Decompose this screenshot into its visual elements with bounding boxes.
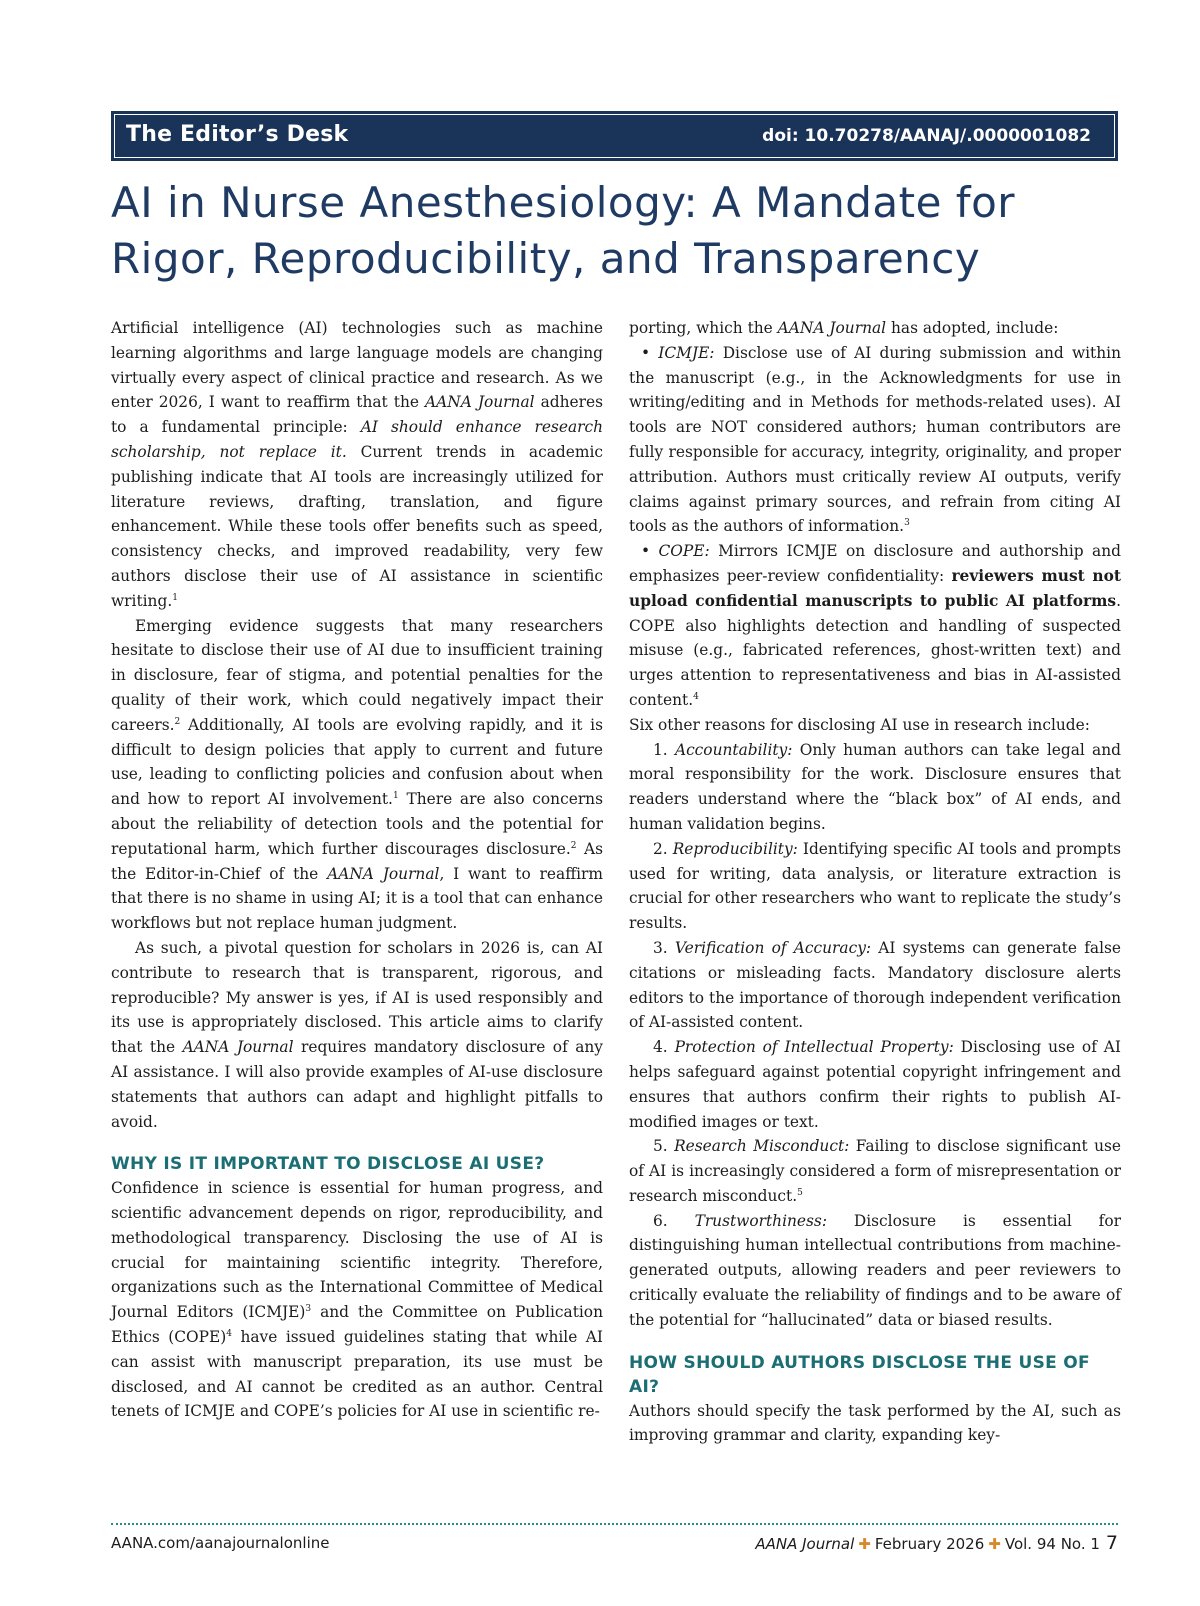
reference-marker[interactable]: 3 bbox=[305, 1304, 312, 1315]
volume-number: Vol. 94 No. 1 bbox=[1004, 1535, 1100, 1553]
reference-marker[interactable]: 2 bbox=[174, 716, 181, 727]
emphasis-text: reviewers must not upload confidential manuscripts to public AI platforms bbox=[629, 566, 1121, 610]
plus-icon: ✚ bbox=[988, 1535, 1001, 1553]
paragraph: Confidence in science is essential for human progress, and scientific advancement depends on rigor, reproducibility, and methodological transparency. Disclosing the use of AI is crucial for maintaining scientific integrity. Therefore, organizations such as the International Committee of Medical Journal Editors (ICMJE)$^3$ and the Committee on Publication Ethics (COPE)$^4$ have issued guidelines stating that while AI can assist with manuscript preparation, its use must be disclosed, and AI cannot be credited as an author. Central tenets of ICMJE and COPE’s policies for AI use in scientific re- bbox=[111, 1179, 603, 1421]
reference-marker[interactable]: 1 bbox=[392, 791, 399, 802]
reference-marker[interactable]: 2 bbox=[570, 840, 577, 851]
doi-label[interactable]: doi: 10.70278/AANAJ/.0000001082 bbox=[762, 126, 1091, 146]
left-column bbox=[111, 316, 603, 1424]
bullet-icon: • bbox=[641, 343, 651, 362]
list-item: • COPE: Mirrors ICMJE on disclosure and authorship and emphasizes peer-review confidentiality: reviewers must not upload confidential manuscripts to public AI platforms. COPE also highlights detection and handling of suspected misuse (e.g., fabricated references, ghost-written text) and urges attention to representativeness and bias in AI-assisted content.$^4$ bbox=[629, 542, 1121, 709]
list-item: 2. Reproducibility: Identifying specific AI tools and prompts used for writing, data analysis, or literature extraction is crucial for other researchers who want to replicate the study’s results. bbox=[629, 839, 1121, 933]
footer-citation bbox=[755, 1532, 1118, 1555]
reference-marker[interactable]: 4 bbox=[693, 691, 699, 702]
paragraph: porting, which the AANA Journal has adopted, include: bbox=[629, 319, 1059, 337]
paragraph: Six other reasons for disclosing AI use in research include: bbox=[629, 715, 1090, 734]
reference-marker[interactable]: 5 bbox=[797, 1187, 803, 1198]
footer-divider bbox=[111, 1523, 1118, 1525]
page-number: 7 bbox=[1105, 1532, 1118, 1554]
issue-date: February 2026 bbox=[874, 1535, 985, 1553]
plus-icon: ✚ bbox=[858, 1535, 871, 1553]
footer-url[interactable]: AANA.com/aanajournalonline bbox=[111, 1534, 330, 1552]
right-column bbox=[629, 316, 1121, 1448]
list-item: 4. Protection of Intellectual Property: Disclosing use of AI helps safeguard against potential copyright infringement and ensures that authors confirm their rights to publish AI-modified images or text. bbox=[629, 1038, 1121, 1131]
reference-marker[interactable]: 4 bbox=[226, 1328, 232, 1339]
paragraph: As such, a pivotal question for scholars in 2026 is, can AI contribute to research that is transparent, rigorous, and reproducible? My answer is yes, if AI is used responsibly and its use is appropriately disclosed. This article aims to clarify that the AANA Journal requires mandatory disclosure of any AI assistance. I will also provide examples of AI-use disclosure statements that authors can adapt and highlight pitfalls to avoid. bbox=[111, 938, 604, 1131]
paragraph: Emerging evidence suggests that many researchers hesitate to disclose their use of AI due to insufficient training in disclosure, fear of stigma, and potential penalties for the quality of their work, which could negatively impact their careers.$^2$ Additionally, AI tools are evolving rapidly, and it is difficult to design policies that apply to current and future use, leading to conflicting policies and confusion about when and how to report AI involvement.$^1$ There are also concerns about the reliability of detection tools and the potential for reputational harm, which further discourages disclosure.$^2$ As the Editor-in-Chief of the AANA Journal, I want to reaffirm that there is no shame in using AI; it is a tool that can enhance workflows but not replace human judgment. bbox=[111, 616, 604, 933]
list-item: 6. Trustworthiness: Disclosure is essential for distinguishing human intellectual contributions from machine-generated outputs, allowing readers and peer reviewers to critically evaluate the reliability of findings and to be aware of the potential for “hallucinated” data or biased results. bbox=[629, 1211, 1121, 1329]
paragraph: Authors should specify the task performed by the AI, such as improving grammar and clarity, expanding key- bbox=[629, 1401, 1121, 1445]
list-item: 5. Research Misconduct: Failing to disclose significant use of AI is increasingly considered a form of misrepresentation or research misconduct.$^5$ bbox=[629, 1137, 1121, 1205]
list-item: 1. Accountability: Only human authors can take legal and moral responsibility for the work. Disclosure ensures that readers understand where the “black box” of AI ends, and human validation begins. bbox=[629, 740, 1121, 833]
article-title: AI in Nurse Anesthesiology: A Mandate for Rigor, Reproducibility, and Transparency bbox=[111, 178, 1016, 283]
journal-name: AANA Journal bbox=[755, 1535, 855, 1553]
list-item: • ICMJE: Disclose use of AI during submission and within the manuscript (e.g., in the Acknowledgments for use in writing/editing and in Methods for methods-related uses). AI tools are NOT considered authors; human contributors are fully responsible for accuracy, integrity, originality, and proper attribution. Authors must critically review AI outputs, verify claims against primary sources, and refrain from citing AI tools as the authors of information.$^3$ bbox=[629, 343, 1121, 536]
section-heading: WHY IS IT IMPORTANT TO DISCLOSE AI USE? bbox=[111, 1154, 545, 1175]
section-label: The Editor’s Desk bbox=[126, 122, 349, 147]
section-banner bbox=[111, 111, 1118, 161]
bullet-icon: • bbox=[641, 542, 651, 561]
paragraph: Artificial intelligence (AI) technologies such as machine learning algorithms and large language models are changing virtually every aspect of clinical practice and research. As we enter 2026, I want to reaffirm that the AANA Journal adheres to a fundamental principle: AI should enhance research scholarship, not replace it. Current trends in academic publishing indicate that AI tools are increasingly utilized for literature reviews, drafting, translation, and figure enhancement. While these tools offer benefits such as speed, consistency checks, and improved readability, very few authors disclose their use of AI assistance in scientific writing.$^1$ bbox=[111, 319, 604, 610]
reference-marker[interactable]: 1 bbox=[172, 592, 178, 603]
section-heading: HOW SHOULD AUTHORS DISCLOSE THE USE OF AI? bbox=[629, 1352, 1090, 1397]
list-item: 3. Verification of Accuracy: AI systems can generate false citations or misleading facts. Mandatory disclosure alerts editors to the importance of thorough independent verification of AI-assisted content. bbox=[629, 938, 1121, 1032]
reference-marker[interactable]: 3 bbox=[904, 518, 910, 529]
